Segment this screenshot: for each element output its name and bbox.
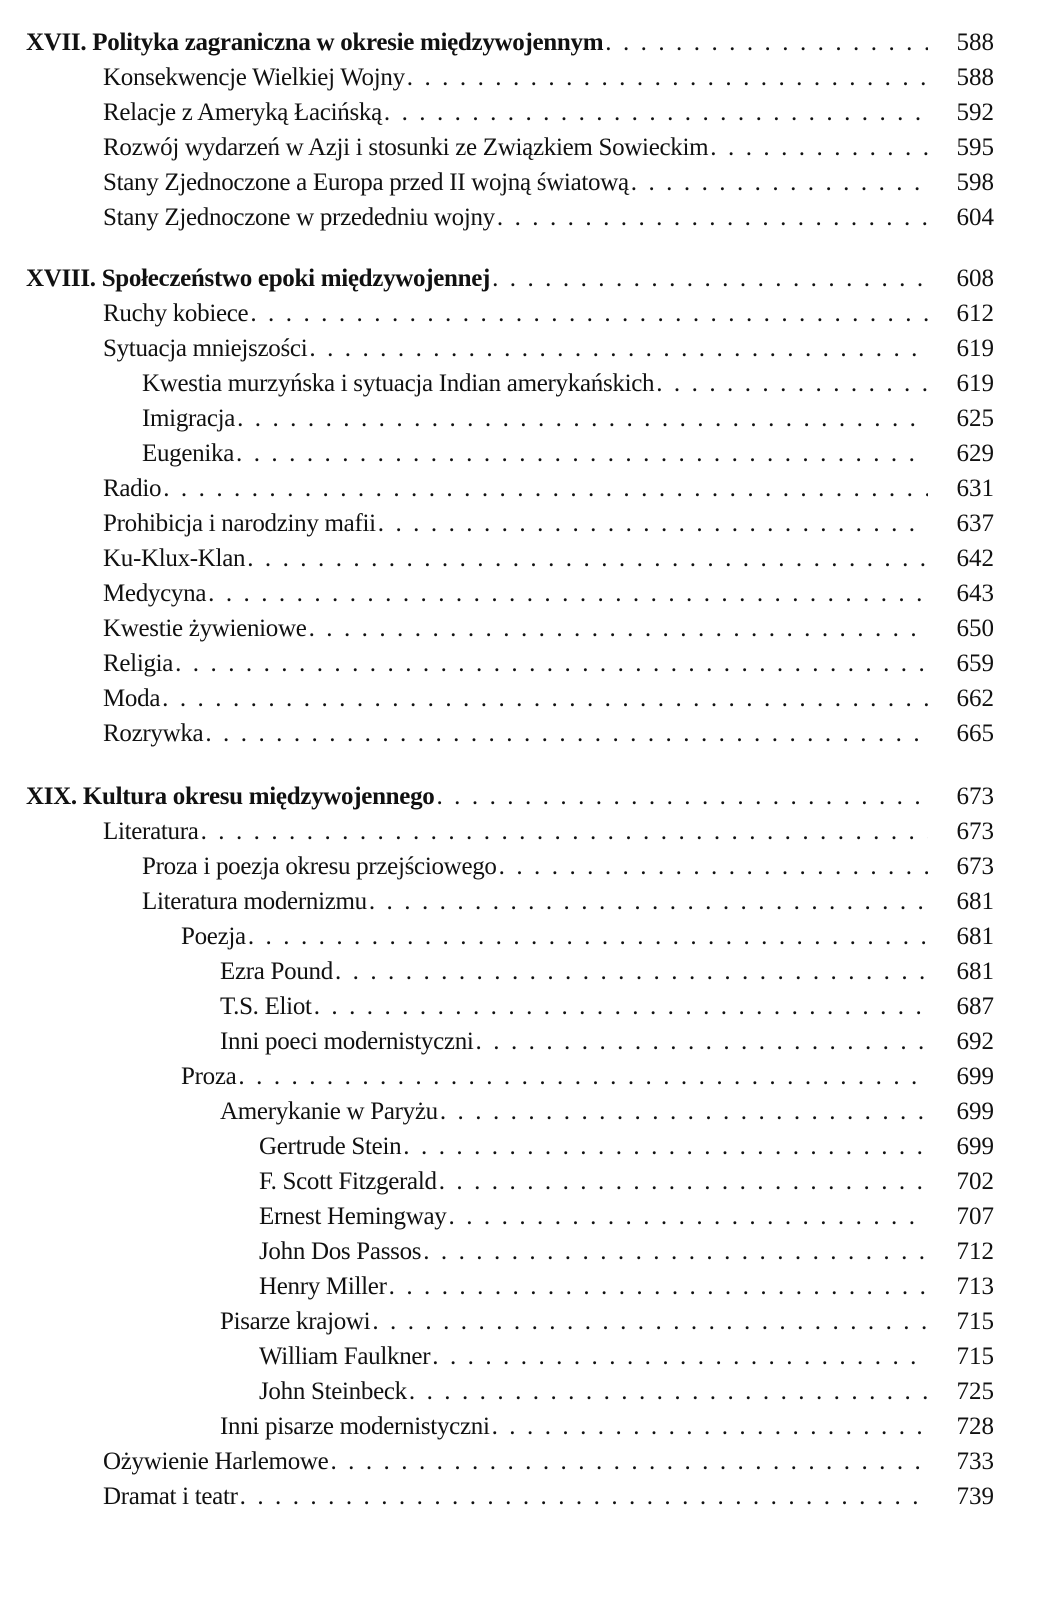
dot-leader [409,1377,928,1407]
dot-leader [476,1027,928,1057]
page-number: 707 [956,1203,994,1230]
page-number: 588 [956,29,994,56]
dot-leader [248,922,928,952]
entry-title: Konsekwencje Wielkiej Wojny [103,64,405,91]
dot-leader [205,719,928,749]
dot-leader [403,1132,928,1162]
page-number: 662 [956,685,994,712]
page-number: 659 [956,650,994,677]
page-number: 713 [956,1273,994,1300]
toc-entry [0,1163,994,1197]
entry-title: Ernest Hemingway [259,1203,447,1230]
page-number: 699 [956,1133,994,1160]
dot-leader [499,852,928,882]
page-number: 728 [956,1413,994,1440]
dot-leader [335,957,928,987]
entry-title: Poezja [181,923,246,950]
page-number: 604 [956,204,994,231]
toc-entry [0,883,994,917]
dot-leader [449,1202,928,1232]
dot-leader [175,649,928,679]
page-number: 739 [956,1483,994,1510]
entry-title: Rozwój wydarzeń w Azji i stosunki ze Związkiem Sowieckim [103,134,709,161]
page-number: 631 [956,475,994,502]
page-number: 625 [956,405,994,432]
toc-entry [0,295,994,329]
toc-entry [0,199,994,233]
dot-leader [436,782,928,812]
page-number: 637 [956,510,994,537]
page-number: 629 [956,440,994,467]
chapter-heading-xvii [0,24,994,58]
entry-title: Ożywienie Harlemowe [103,1448,329,1475]
dot-leader [497,203,928,233]
entry-title: John Steinbeck [259,1378,407,1405]
entry-title: F. Scott Fitzgerald [259,1168,437,1195]
dot-leader [309,334,928,364]
entry-title: Imigracja [142,405,236,432]
dot-leader [163,474,928,504]
page-number: 699 [956,1098,994,1125]
dot-leader [440,1097,928,1127]
toc-entry [0,953,994,987]
entry-title: Relacje z Ameryką Łacińską [103,99,382,126]
page-number: 692 [956,1028,994,1055]
toc-entry [0,680,994,714]
dot-leader [407,63,928,93]
toc-entry [0,470,994,504]
dot-leader [432,1342,928,1372]
dot-leader [492,264,928,294]
entry-title: Ku-Klux-Klan [103,545,246,572]
entry-title: Proza i poezja okresu przejściowego [142,853,497,880]
entry-title: John Dos Passos [259,1238,422,1265]
dot-leader [372,1307,928,1337]
toc-entry [0,400,994,434]
entry-title: Sytuacja mniejszości [103,335,308,362]
toc-entry [0,1373,994,1407]
dot-leader [369,887,928,917]
entry-title: Literatura [103,818,199,845]
toc-entry [0,848,994,882]
entry-title: William Faulkner [259,1343,431,1370]
entry-title: Literatura modernizmu [142,888,367,915]
dot-leader [389,1272,928,1302]
chapter-title: XVIII. Społeczeństwo epoki międzywojennej [26,265,491,292]
toc-entry [0,813,994,847]
toc-entry [0,1023,994,1057]
entry-title: Gertrude Stein [259,1133,402,1160]
page-number: 642 [956,545,994,572]
toc-entry [0,1233,994,1267]
entry-title: Eugenika [142,440,235,467]
page-number: 619 [956,335,994,362]
dot-leader [631,168,928,198]
page-number: 699 [956,1063,994,1090]
toc-entry [0,1303,994,1337]
entry-title: Moda [103,685,161,712]
entry-title: Henry Miller [259,1273,387,1300]
dot-leader [162,684,928,714]
page-number: 665 [956,720,994,747]
dot-leader [247,544,928,574]
toc-entry [0,435,994,469]
entry-title: Kwestia murzyńska i sytuacja Indian amerykańskich [142,370,655,397]
page-number: 715 [956,1308,994,1335]
chapter-title: XVII. Polityka zagraniczna w okresie międzywojennym [26,29,604,56]
page-number: 712 [956,1238,994,1265]
page-number: 595 [956,134,994,161]
page-number: 643 [956,580,994,607]
entry-title: Stany Zjednoczone w przededniu wojny [103,204,495,231]
toc-entry [0,1128,994,1162]
toc-entry [0,918,994,952]
entry-title: Kwestie żywieniowe [103,615,307,642]
entry-title: Pisarze krajowi [220,1308,371,1335]
dot-leader [236,439,928,469]
page-number: 725 [956,1378,994,1405]
dot-leader [237,404,928,434]
dot-leader [240,1482,928,1512]
entry-title: Rozrywka [103,720,204,747]
page-number: 598 [956,169,994,196]
dot-leader [492,1412,928,1442]
dot-leader [238,1062,928,1092]
page-number: 588 [956,64,994,91]
dot-leader [710,133,928,163]
chapter-heading-xix [0,778,994,812]
entry-title: Dramat i teatr [103,1483,238,1510]
page-number: 592 [956,99,994,126]
chapter-title: XIX. Kultura okresu międzywojennego [26,783,435,810]
entry-title: Ruchy kobiece [103,300,249,327]
page-number: 681 [956,958,994,985]
toc-entry [0,1198,994,1232]
dot-leader [605,28,928,58]
page-number: 733 [956,1448,994,1475]
toc-entry [0,1408,994,1442]
dot-leader [314,992,928,1022]
toc-entry [0,94,994,128]
toc-entry [0,645,994,679]
page-number: 687 [956,993,994,1020]
dot-leader [201,817,928,847]
toc-entry [0,575,994,609]
dot-leader [384,98,928,128]
page-number: 673 [956,853,994,880]
entry-title: Amerykanie w Paryżu [220,1098,438,1125]
dot-leader [378,509,928,539]
dot-leader [330,1447,928,1477]
toc-entry [0,1268,994,1302]
toc-entry [0,1338,994,1372]
toc-entry [0,540,994,574]
page-number: 619 [956,370,994,397]
entry-title: Proza [181,1063,237,1090]
entry-title: T.S. Eliot [220,993,312,1020]
dot-leader [208,579,928,609]
dot-leader [439,1167,928,1197]
dot-leader [250,299,928,329]
page-number: 681 [956,888,994,915]
toc-entry [0,129,994,163]
entry-title: Inni pisarze modernistyczni [220,1413,490,1440]
toc-entry [0,365,994,399]
entry-title: Radio [103,475,162,502]
toc-entry [0,715,994,749]
page-number: 702 [956,1168,994,1195]
chapter-heading-xviii [0,260,994,294]
toc-entry [0,1478,994,1512]
entry-title: Stany Zjednoczone a Europa przed II wojną światową [103,169,629,196]
toc-entry [0,1443,994,1477]
dot-leader [309,614,928,644]
entry-title: Inni poeci modernistyczni [220,1028,474,1055]
entry-title: Religia [103,650,174,677]
toc-entry [0,610,994,644]
page-number: 650 [956,615,994,642]
toc-entry [0,330,994,364]
toc-entry [0,164,994,198]
toc-entry [0,59,994,93]
page-number: 673 [956,783,994,810]
toc-entry [0,988,994,1022]
toc-entry [0,505,994,539]
page-number: 608 [956,265,994,292]
toc-entry [0,1058,994,1092]
page-number: 612 [956,300,994,327]
dot-leader [423,1237,928,1267]
entry-title: Prohibicja i narodziny mafii [103,510,376,537]
toc-entry [0,1093,994,1127]
page-number: 681 [956,923,994,950]
entry-title: Medycyna [103,580,207,607]
page-number: 673 [956,818,994,845]
page-number: 715 [956,1343,994,1370]
entry-title: Ezra Pound [220,958,333,985]
dot-leader [656,369,928,399]
